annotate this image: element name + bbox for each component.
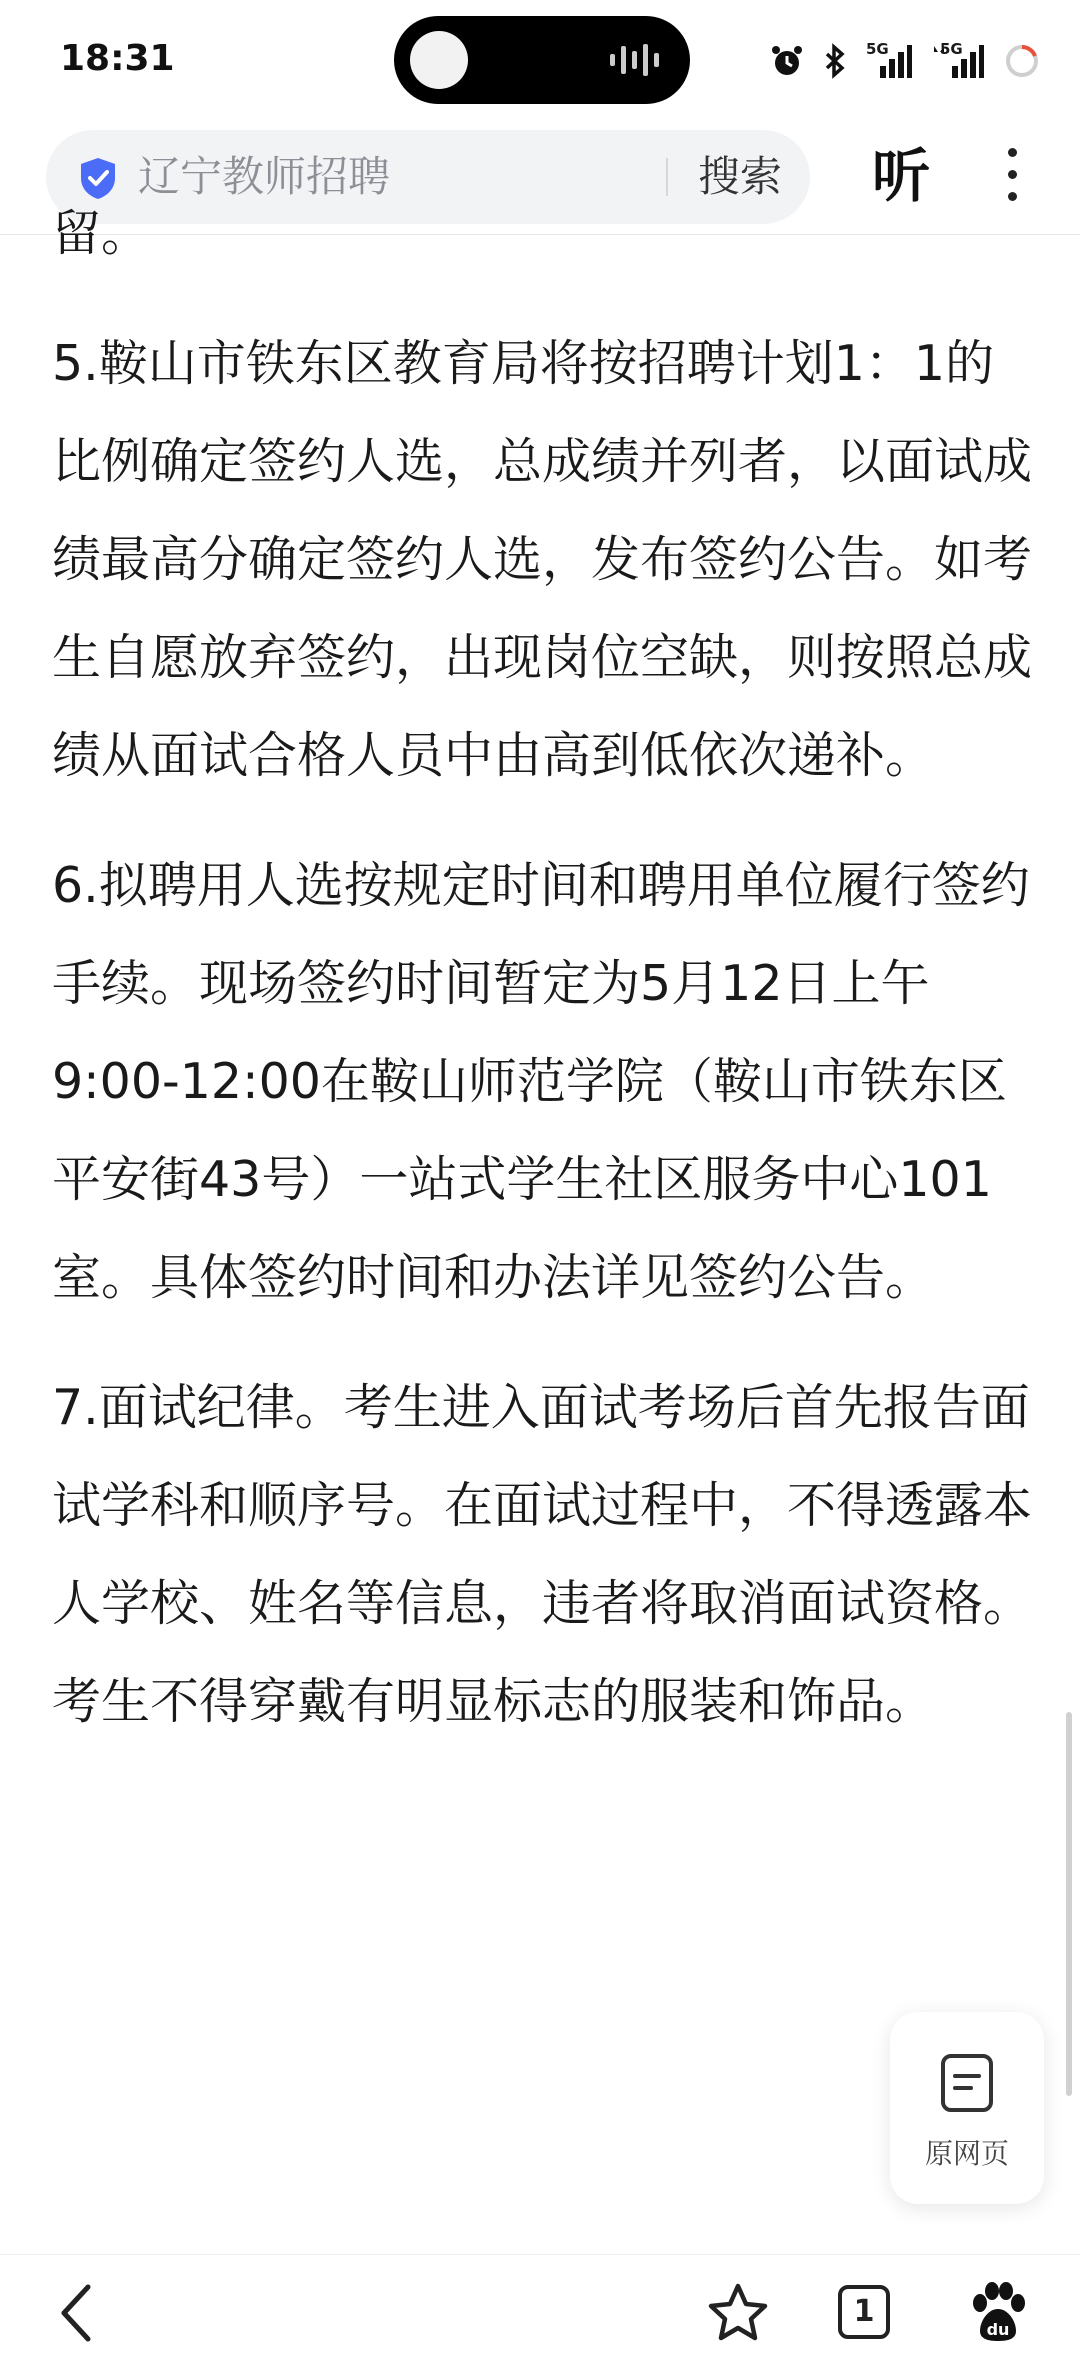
listen-button[interactable]: 听	[872, 142, 931, 210]
search-button[interactable]: 搜索	[698, 152, 783, 201]
article-fragment: 留。	[52, 205, 151, 262]
original-page-label: 原网页	[924, 2137, 1009, 2170]
original-page-button[interactable]	[890, 2012, 1044, 2204]
document-icon	[939, 2052, 995, 2114]
tab-count: 1	[853, 2294, 875, 2329]
signal-2	[932, 40, 984, 78]
svg-text:du: du	[986, 2320, 1010, 2339]
paw-icon[interactable]	[968, 2281, 1028, 2345]
bluetooth-icon	[824, 44, 846, 78]
alarm-icon	[770, 44, 804, 78]
bottom-nav	[0, 2254, 1080, 2377]
article-paragraph: 7.面试纪律。考生进入面试考场后首先报告面试学科和顺序号。在面试过程中，不得透露本人学校、姓名等信息，违者将取消面试资格。考生不得穿戴有明显标志的服装和饰品。	[52, 1379, 1033, 1730]
signal-1	[866, 40, 912, 78]
dynamic-island	[394, 16, 690, 104]
tabs-icon[interactable]	[838, 2285, 890, 2339]
back-icon[interactable]	[56, 2281, 96, 2345]
network-type-1: 5G	[866, 40, 889, 58]
article-paragraph: 6.拟聘用人选按规定时间和聘用单位履行签约手续。现场签约时间暂定为5月12日上午9:00-12:00在鞍山师范学院（鞍山市铁东区平安街43号）一站式学生社区服务中心101室。具体签约时间和办法详见签约公告。	[52, 857, 1030, 1306]
status-bar	[0, 0, 1080, 120]
star-icon[interactable]	[706, 2281, 770, 2345]
scrollbar[interactable]	[1066, 1712, 1072, 2096]
network-type-2: 5G	[940, 40, 963, 58]
audio-wave-icon	[608, 42, 664, 78]
article-content	[52, 205, 1033, 2250]
battery-ring-icon	[1004, 43, 1040, 79]
status-time: 18:31	[60, 38, 175, 79]
status-icons	[770, 36, 1040, 86]
search-input[interactable]: 辽宁教师招聘	[138, 152, 391, 201]
island-indicator	[410, 31, 468, 89]
article-paragraph: 5.鞍山市铁东区教育局将按招聘计划1：1的比例确定签约人选，总成绩并列者，以面试成绩最高分确定签约人选，发布签约公告。如考生自愿放弃签约，出现岗位空缺，则按照总成绩从面试合格人员中由高到低依次递补。	[52, 335, 1033, 784]
